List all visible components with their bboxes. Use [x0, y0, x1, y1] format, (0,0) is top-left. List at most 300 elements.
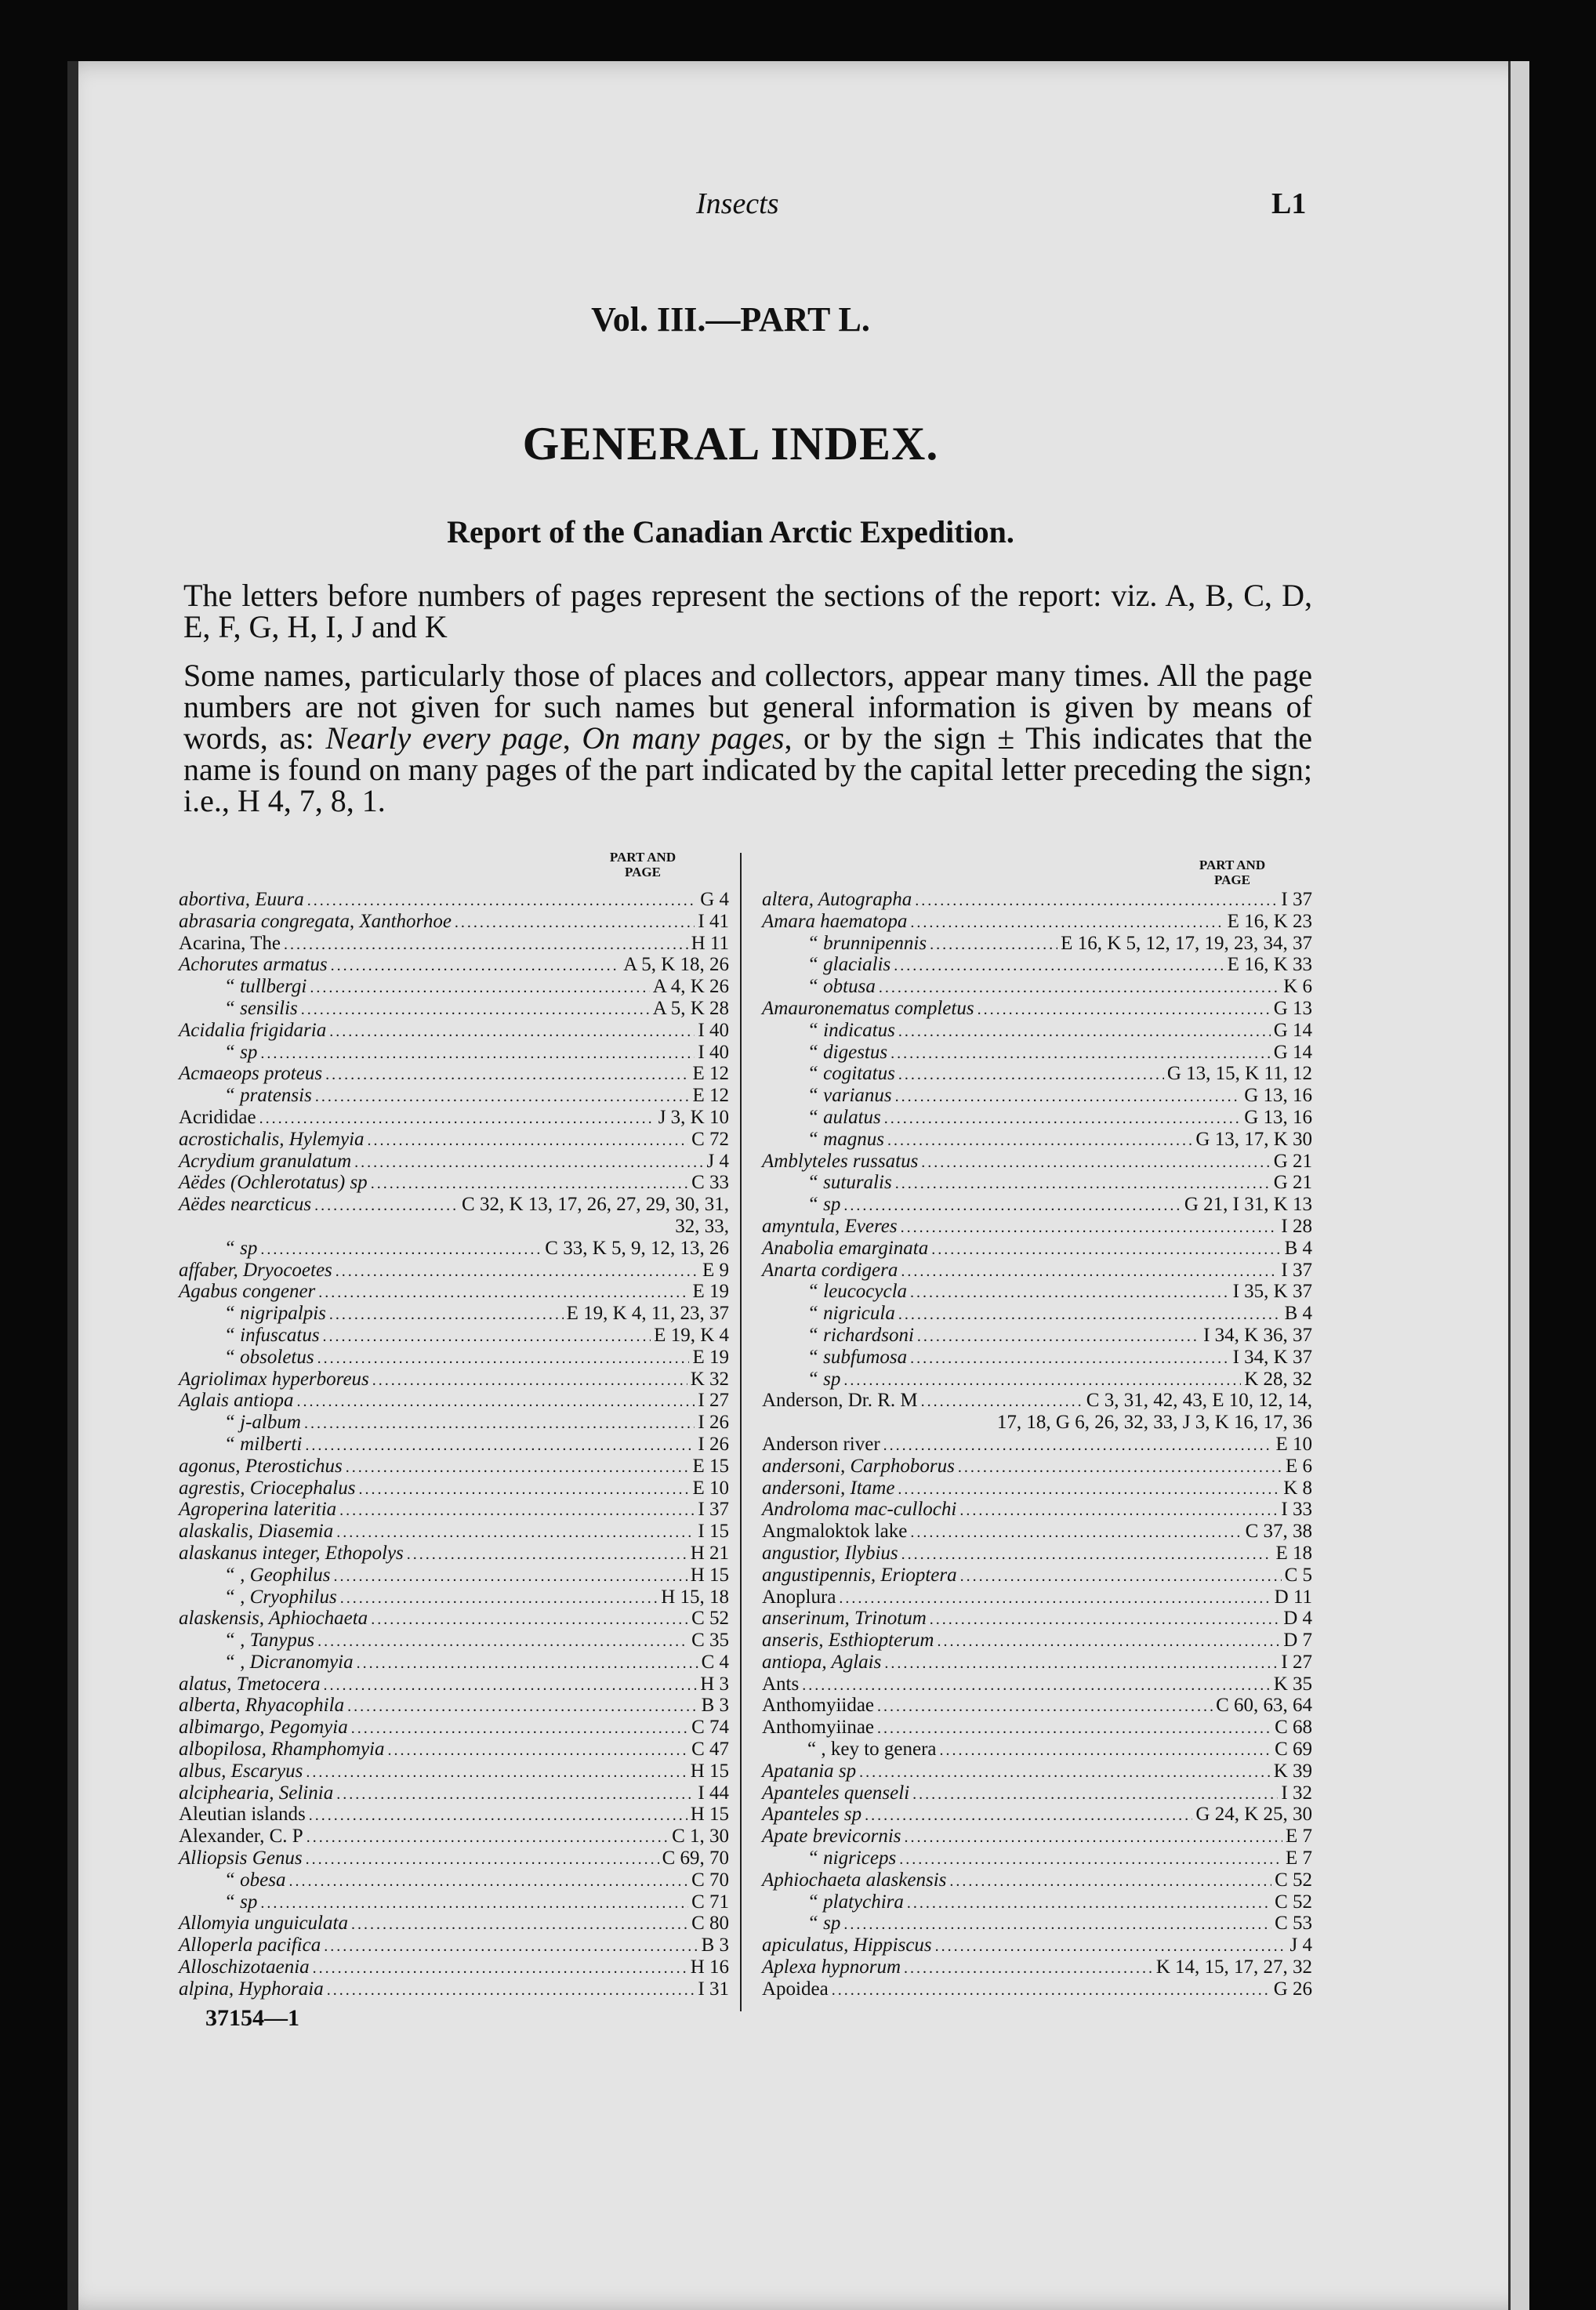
index-term: “ indicatus [807, 1019, 895, 1041]
dot-leader [347, 1695, 698, 1717]
dot-leader [895, 1085, 1242, 1107]
index-term: “ sensilis [224, 997, 298, 1019]
part-and-page-ref: I 31 [698, 1978, 729, 2000]
dot-leader [371, 1608, 688, 1630]
part-and-page-ref: H 3 [700, 1673, 729, 1695]
index-entry [179, 1456, 729, 1478]
dot-leader [351, 1913, 688, 1935]
dot-leader [899, 1848, 1282, 1869]
index-entry [762, 1652, 1312, 1674]
part-and-page-ref: C 52 [691, 1608, 729, 1630]
index-entry [762, 1499, 1312, 1521]
part-and-page-ref: G 13, 17, K 30 [1195, 1128, 1312, 1150]
index-entry [179, 1281, 729, 1303]
dot-leader [901, 1260, 1278, 1282]
index-term: amyntula, Everes [762, 1215, 898, 1237]
index-term: alaskensis, Aphiochaeta [179, 1608, 368, 1630]
part-and-page-ref: C 1, 30 [672, 1826, 729, 1848]
index-entry [762, 1390, 1312, 1412]
dot-leader [904, 1956, 1153, 1978]
index-term: “ tullbergi [224, 976, 307, 998]
page-binding-edge [67, 61, 78, 2310]
index-term: “ glacialis [807, 954, 891, 976]
index-term: “ subfumosa [807, 1346, 908, 1368]
part-and-page-ref: A 4, K 26 [652, 976, 729, 998]
index-entry [179, 1761, 729, 1782]
index-entry [762, 1325, 1312, 1347]
index-entry [179, 1478, 729, 1500]
index-term: “ aulatus [807, 1106, 881, 1128]
dot-leader [959, 1499, 1278, 1521]
dot-leader [340, 1587, 658, 1608]
dot-leader [260, 1891, 688, 1913]
part-and-page-ref: E 18 [1275, 1542, 1312, 1564]
index-term: “ digestus [807, 1041, 888, 1063]
dot-leader [887, 1129, 1192, 1151]
column-header-right: PART AND PAGE [1199, 858, 1266, 887]
index-term: anserinum, Trinotum [762, 1608, 927, 1630]
part-and-page-ref: K 6 [1283, 976, 1312, 998]
part-and-page-ref: G 21 [1273, 1172, 1312, 1194]
column-header-left: PART AND PAGE [609, 850, 676, 879]
index-entry [179, 1587, 729, 1608]
part-and-page-ref: H 16 [690, 1956, 729, 1978]
index-term: albus, Escaryus [179, 1760, 303, 1782]
index-entry [179, 1543, 729, 1565]
dot-leader [324, 1935, 698, 1956]
index-term: Alliopsis Genus [179, 1848, 303, 1869]
dot-leader [304, 1412, 695, 1434]
index-entry [762, 1456, 1312, 1478]
column-divider [740, 853, 742, 2011]
dot-leader [309, 1804, 687, 1826]
dot-leader [284, 933, 688, 955]
part-and-page-ref: C 69 [1275, 1739, 1312, 1761]
part-and-page-ref: I 40 [698, 1019, 729, 1041]
index-term: “ milberti [224, 1433, 303, 1455]
part-and-page-ref: H 15 [690, 1760, 729, 1782]
index-entry [179, 1325, 729, 1347]
index-entry [762, 1826, 1312, 1848]
index-term: “ nigripalpis [224, 1303, 326, 1325]
part-and-page-ref: E 16, K 5, 12, 17, 19, 23, 34, 37 [1061, 932, 1312, 954]
index-entry [179, 1521, 729, 1543]
index-term: Agroperina lateritia [179, 1499, 337, 1521]
part-and-page-ref: E 12 [692, 1063, 729, 1085]
index-entry [179, 1347, 729, 1369]
index-entry [762, 889, 1312, 911]
index-term: alatus, Tmetocera [179, 1673, 321, 1695]
index-term: altera, Autographa [762, 889, 912, 910]
index-term: Acidalia frigidaria [179, 1019, 327, 1041]
part-and-page-ref: E 19 [692, 1346, 729, 1368]
index-entry [762, 1891, 1312, 1913]
dot-leader [843, 1194, 1181, 1216]
index-term: Amara haematopa [762, 910, 908, 932]
part-and-page-ref: K 28, 32 [1244, 1368, 1312, 1390]
dot-leader [940, 1739, 1272, 1761]
index-entry [179, 1020, 729, 1042]
index-entry [179, 1652, 729, 1674]
dot-leader [260, 1042, 695, 1064]
index-column-left [179, 889, 729, 2000]
part-and-page-ref: E 16, K 23 [1227, 910, 1312, 932]
part-and-page-ref: G 13 [1273, 997, 1312, 1019]
dot-leader [907, 1891, 1271, 1913]
dot-leader [930, 1608, 1280, 1630]
index-term: agrestis, Criocephalus [179, 1477, 356, 1499]
index-entry [762, 1281, 1312, 1303]
part-and-page-ref: E 15 [692, 1455, 729, 1477]
part-and-page-ref: E 12 [692, 1085, 729, 1107]
index-entry [179, 1717, 729, 1739]
part-and-page-ref: C 32, K 13, 17, 26, 27, 29, 30, 31, [462, 1194, 729, 1216]
index-term: Apanteles quenseli [762, 1782, 910, 1804]
index-term: “ platychira [807, 1891, 904, 1913]
dot-leader [843, 1913, 1271, 1935]
index-term: alaskalis, Diasemia [179, 1521, 334, 1543]
index-term: alciphearia, Selinia [179, 1782, 334, 1804]
index-term: apiculatus, Hippiscus [762, 1935, 932, 1956]
part-and-page-ref: C 68 [1275, 1717, 1312, 1739]
part-and-page-ref: E 7 [1285, 1826, 1312, 1848]
index-entry [179, 1848, 729, 1869]
dot-leader [313, 1956, 687, 1978]
dot-leader [314, 1194, 459, 1216]
index-entry [762, 1848, 1312, 1869]
dot-leader [958, 1456, 1282, 1478]
index-entry [179, 1194, 729, 1216]
dot-leader [912, 1782, 1278, 1804]
index-term: antiopa, Aglais [762, 1651, 882, 1673]
dot-leader [333, 1565, 687, 1587]
index-term: “ j-album [224, 1412, 301, 1434]
part-and-page-ref: C 47 [691, 1739, 729, 1761]
part-and-page-ref: G 4 [700, 889, 729, 910]
dot-leader [259, 1107, 655, 1129]
index-term: “ infuscatus [224, 1324, 320, 1346]
part-and-page-ref: J 4 [1289, 1935, 1312, 1956]
part-and-page-ref: G 13, 15, K 11, 12 [1166, 1063, 1312, 1085]
index-entry [179, 1891, 729, 1913]
index-entry [762, 1935, 1312, 1956]
dot-leader [865, 1804, 1192, 1826]
index-entry [179, 1369, 729, 1391]
index-term: “ varianus [807, 1085, 892, 1107]
dot-leader [327, 1978, 695, 2000]
index-entry [179, 1695, 729, 1717]
index-term: angustior, Ilybius [762, 1542, 898, 1564]
dot-leader [877, 1717, 1271, 1739]
index-entry [762, 1434, 1312, 1456]
part-and-page-ref: G 21 [1273, 1150, 1312, 1172]
dot-leader [329, 1020, 695, 1042]
index-term: Aglais antiopa [179, 1390, 294, 1412]
part-and-page-ref: G 13, 16 [1244, 1106, 1312, 1128]
index-entry [762, 1739, 1312, 1761]
index-entry [762, 933, 1312, 955]
dot-leader [336, 1521, 695, 1543]
dot-leader [368, 1129, 689, 1151]
part-and-page-ref: I 37 [698, 1499, 729, 1521]
index-entry [179, 1238, 729, 1260]
dot-leader [310, 976, 649, 998]
index-entry [762, 1042, 1312, 1064]
index-entry [179, 1739, 729, 1761]
index-entry [762, 1674, 1312, 1695]
index-entry [762, 1129, 1312, 1151]
part-and-page-ref: J 3, K 10 [658, 1106, 729, 1128]
dot-leader [306, 1761, 687, 1782]
index-entry [179, 976, 729, 998]
dot-leader [297, 1390, 695, 1412]
dot-leader [905, 1826, 1282, 1848]
index-entry [762, 1761, 1312, 1782]
part-and-page-ref: I 27 [1281, 1651, 1312, 1673]
index-term: “ richardsoni [807, 1324, 914, 1346]
index-entry [762, 1695, 1312, 1717]
index-term: Anderson river [762, 1433, 880, 1455]
index-entry [179, 1826, 729, 1848]
part-and-page-ref: C 35 [691, 1630, 729, 1652]
dot-leader [832, 1978, 1271, 2000]
dot-leader [339, 1499, 695, 1521]
index-term: andersoni, Itame [762, 1477, 895, 1499]
part-and-page-ref: K 14, 15, 17, 27, 32 [1155, 1956, 1312, 1978]
index-term: anseris, Esthiopterum [762, 1630, 934, 1652]
part-and-page-ref: G 14 [1273, 1041, 1312, 1063]
running-head: Insects [696, 187, 779, 220]
index-term: Acarina, The [179, 932, 281, 954]
dot-leader [901, 1543, 1273, 1565]
index-entry [179, 954, 729, 976]
index-entry [179, 1042, 729, 1064]
dot-leader [915, 889, 1278, 911]
index-term: Aëdes (Ochlerotatus) sp [179, 1172, 368, 1194]
part-and-page-ref: K 35 [1273, 1673, 1312, 1695]
dot-leader [354, 1151, 703, 1173]
index-entry [179, 1390, 729, 1412]
part-and-page-ref: C 5 [1284, 1564, 1312, 1586]
index-term: “ suturalis [807, 1172, 892, 1194]
dot-leader [877, 1695, 1213, 1717]
index-entry [179, 1608, 729, 1630]
dot-leader [325, 1063, 689, 1085]
index-term: Apoidea [762, 1978, 829, 2000]
dot-leader [843, 1369, 1241, 1391]
dot-leader [930, 933, 1057, 955]
index-entry [179, 1063, 729, 1085]
index-entry [762, 998, 1312, 1020]
part-and-page-ref: C 33 [691, 1172, 729, 1194]
index-entry [762, 1020, 1312, 1042]
index-term: Aphiochaeta alaskensis [762, 1869, 947, 1891]
index-term: Anthomyiinae [762, 1717, 875, 1739]
dot-leader [859, 1761, 1271, 1782]
index-term: Agabus congener [179, 1281, 316, 1303]
index-entry [762, 1565, 1312, 1587]
index-term: andersoni, Carphoborus [762, 1455, 955, 1477]
part-and-page-ref: E 19, K 4 [654, 1324, 729, 1346]
index-entry [762, 954, 1312, 976]
dot-leader [331, 954, 621, 976]
part-and-page-ref: K 8 [1283, 1477, 1312, 1499]
dot-leader [921, 1390, 1083, 1412]
index-term: “ , key to genera [807, 1739, 937, 1761]
part-and-page-ref: E 7 [1285, 1848, 1312, 1869]
part-and-page-ref: D 4 [1283, 1608, 1312, 1630]
index-term: alpina, Hyphoraia [179, 1978, 324, 2000]
part-and-page-ref: I 41 [698, 910, 729, 932]
dot-leader [879, 976, 1280, 998]
index-term: Anarta cordigera [762, 1259, 898, 1281]
part-and-page-ref: A 5, K 18, 26 [623, 954, 729, 976]
part-and-page-ref: I 34, K 37 [1232, 1346, 1312, 1368]
dot-leader [898, 1478, 1280, 1500]
part-and-page-ref: E 19 [692, 1281, 729, 1303]
index-entry [762, 1172, 1312, 1194]
part-and-page-ref: C 72 [691, 1128, 729, 1150]
part-and-page-ref: 32, 33, [675, 1215, 729, 1237]
index-entry [762, 1216, 1312, 1238]
part-and-page-ref: I 37 [1281, 889, 1312, 910]
index-term: Acrydium granulatum [179, 1150, 352, 1172]
dot-leader [324, 1674, 698, 1695]
index-entry [179, 1151, 729, 1173]
dot-leader [357, 1652, 698, 1674]
dot-leader [895, 1172, 1271, 1194]
index-column-right [762, 889, 1312, 2000]
index-term: Allomyia unguiculata [179, 1913, 348, 1935]
index-entry [179, 1935, 729, 1956]
index-entry [179, 998, 729, 1020]
dot-leader [288, 1869, 688, 1891]
part-and-page-ref: I 37 [1281, 1259, 1312, 1281]
index-entry [762, 1412, 1312, 1434]
part-and-page-ref: D 7 [1283, 1630, 1312, 1652]
index-entry [762, 1347, 1312, 1369]
index-term: Anabolia emarginata [762, 1237, 929, 1259]
dot-leader [336, 1782, 695, 1804]
part-and-page-ref: H 15, 18 [661, 1586, 729, 1608]
dot-leader [937, 1630, 1280, 1652]
dot-leader [372, 1369, 687, 1391]
dot-leader [978, 998, 1271, 1020]
index-entry [762, 1151, 1312, 1173]
index-term: alaskanus integer, Ethopolys [179, 1542, 404, 1564]
part-and-page-ref: I 33 [1281, 1499, 1312, 1521]
index-entry [762, 1238, 1312, 1260]
index-entry [179, 1434, 729, 1456]
index-term: albimargo, Pegomyia [179, 1717, 348, 1739]
index-title: GENERAL INDEX. [522, 418, 939, 470]
part-and-page-ref: E 16, K 33 [1227, 954, 1312, 976]
index-entry [179, 889, 729, 911]
part-and-page-ref: I 26 [698, 1433, 729, 1455]
dot-leader [883, 1434, 1273, 1456]
index-entry [179, 1869, 729, 1891]
index-entry [179, 1499, 729, 1521]
dot-leader [802, 1674, 1270, 1695]
part-and-page-ref: G 14 [1273, 1019, 1312, 1041]
part-and-page-ref: H 15 [690, 1564, 729, 1586]
part-and-page-ref: C 52 [1275, 1891, 1312, 1913]
part-and-page-ref: G 21, I 31, K 13 [1184, 1194, 1312, 1216]
index-entry [762, 1717, 1312, 1739]
part-and-page-ref: B 4 [1284, 1303, 1312, 1325]
dot-leader [949, 1869, 1271, 1891]
dot-leader [935, 1935, 1287, 1956]
index-term: Amblyteles russatus [762, 1150, 919, 1172]
part-and-page-ref: E 10 [1275, 1433, 1312, 1455]
index-term: Apate brevicornis [762, 1826, 901, 1848]
part-and-page-ref: C 74 [691, 1717, 729, 1739]
printer-signature: 37154—1 [205, 2005, 299, 2031]
index-term: Androloma mac-cullochi [762, 1499, 957, 1521]
part-and-page-ref: H 15 [690, 1804, 729, 1826]
index-entry [762, 1194, 1312, 1216]
index-term: Acmaeops proteus [179, 1063, 323, 1085]
index-term: albopilosa, Rhamphomyia [179, 1739, 385, 1761]
dot-leader [917, 1325, 1200, 1347]
index-entry [179, 1085, 729, 1107]
dot-leader [921, 1151, 1270, 1173]
index-term: “ obesa [224, 1869, 286, 1891]
index-entry [762, 1369, 1312, 1391]
part-and-page-ref: C 60, 63, 64 [1216, 1695, 1312, 1717]
part-and-page-ref: E 9 [702, 1259, 729, 1281]
dot-leader [307, 1826, 669, 1848]
index-entry [179, 1913, 729, 1935]
dot-leader [839, 1587, 1271, 1608]
index-term: “ sp [807, 1368, 841, 1390]
index-entry [762, 1107, 1312, 1129]
dot-leader [315, 1085, 690, 1107]
part-and-page-ref: I 34, K 36, 37 [1203, 1324, 1312, 1346]
dot-leader [351, 1717, 688, 1739]
volume-title: Vol. III.—PART L. [591, 300, 870, 339]
part-and-page-ref: E 19, K 4, 11, 23, 37 [566, 1303, 729, 1325]
index-entry [762, 1804, 1312, 1826]
index-term: Angmaloktok lake [762, 1521, 908, 1543]
part-and-page-ref: I 15 [698, 1521, 729, 1543]
part-and-page-ref: A 5, K 28 [652, 997, 729, 1019]
index-entry [179, 1674, 729, 1695]
index-term: “ , Tanypus [224, 1630, 315, 1652]
index-entry [762, 1063, 1312, 1085]
dot-leader [336, 1260, 699, 1282]
index-term: Alloperla pacifica [179, 1935, 321, 1956]
index-entry [762, 1085, 1312, 1107]
dot-leader [884, 1652, 1278, 1674]
index-term: “ , Cryophilus [224, 1586, 337, 1608]
page-right-edge [1508, 61, 1529, 2310]
part-and-page-ref: G 24, K 25, 30 [1195, 1804, 1312, 1826]
part-and-page-ref: C 4 [701, 1651, 729, 1673]
index-entry [762, 1956, 1312, 1978]
index-entry [762, 1608, 1312, 1630]
index-entry [762, 1978, 1312, 2000]
index-entry [762, 1869, 1312, 1891]
index-term: “ sp [807, 1194, 841, 1216]
dot-leader [317, 1630, 688, 1652]
index-term: “ leucocycla [807, 1281, 908, 1303]
dot-leader [388, 1739, 689, 1761]
index-entry [179, 1216, 729, 1238]
index-entry [179, 1565, 729, 1587]
dot-leader [323, 1325, 651, 1347]
index-entry [762, 1782, 1312, 1804]
